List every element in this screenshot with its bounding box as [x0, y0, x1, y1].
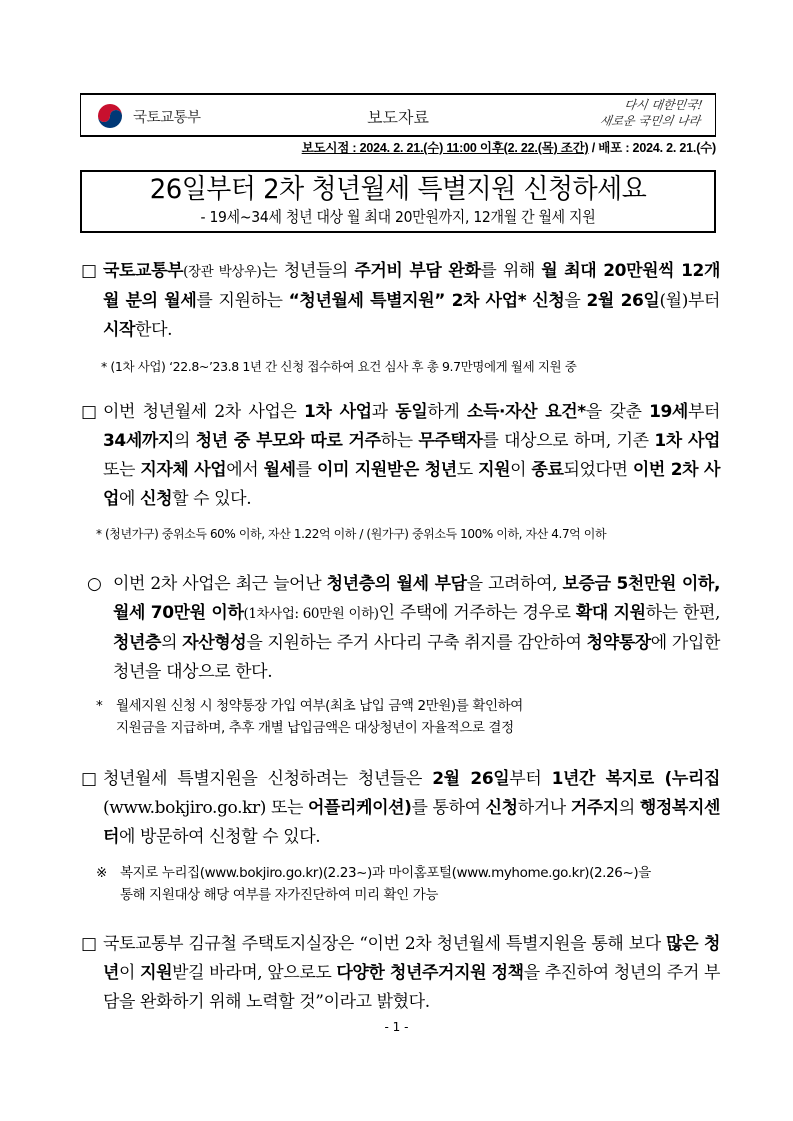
emphasized-text: 신청 [485, 798, 518, 818]
star-bullet-icon: * [96, 698, 103, 714]
section-4-paragraph [81, 765, 720, 852]
emphasized-text: 신청 [532, 291, 565, 311]
release-timing [302, 138, 716, 156]
section-3-footnote [96, 695, 523, 739]
emphasized-text: 월 최대 20만원씩 12개월 분의 월세 [103, 261, 720, 311]
reference-mark-icon: ※ [96, 865, 107, 881]
page-title: 26일부터 2차 청년월세 특별지원 신청하세요 [149, 174, 647, 205]
body-text: 인 주택에 거주하는 경우로 [378, 603, 576, 623]
emphasized-text: 34세까지 [103, 431, 174, 451]
emphasized-text: 1년간 복지로 (누리집 [551, 769, 720, 789]
slogan [598, 97, 703, 129]
body-text: 에서 [226, 460, 264, 480]
emphasized-text: 지원 [140, 963, 173, 983]
square-bullet-icon: □ [81, 261, 97, 281]
body-text: 도 [456, 460, 479, 480]
body-text: 또는 [103, 460, 141, 480]
section-3-paragraph [87, 570, 721, 687]
emphasized-text: 행정복지센터 [103, 798, 720, 847]
body-text: 또는 [265, 798, 309, 818]
body-text: 하는 한편, [645, 603, 720, 623]
footnote-line-1: 월세지원 신청 시 청약통장 가입 여부(최초 납입 금액 2만원)를 확인하여 [116, 698, 523, 714]
slogan-line-1: 다시 대한민국! [622, 98, 704, 112]
body-text: 부터 [687, 402, 721, 422]
body-text: 를 지원하는 [196, 291, 289, 311]
ministry-name: 국토교통부 [133, 109, 201, 126]
body-text: 한다. [135, 320, 173, 340]
body-text: 에 가입한 청년을 대상으로 한다. [113, 633, 720, 682]
section-2-paragraph [81, 398, 721, 514]
body-text: 하는 [380, 431, 419, 451]
page-number: - 1 - [384, 1020, 409, 1034]
body-text: 이 [510, 460, 532, 480]
body-text: (월)부터 [659, 291, 720, 311]
emphasized-text: 청년층 [113, 633, 162, 653]
body-text: 을 고려하여, [466, 574, 563, 594]
emphasized-text: 많은 청년 [103, 934, 720, 983]
body-text: 이 [119, 963, 141, 983]
section-4-reference-note [96, 862, 651, 906]
body-text: 이번 2차 사업은 최근 늘어난 [113, 574, 327, 594]
emphasized-text: 소득·자산 요건* [467, 402, 586, 422]
body-text: 에 [119, 489, 141, 509]
body-text: (장관 박상우) [183, 264, 262, 280]
headline-box [80, 170, 716, 233]
body-text: 과 [371, 402, 396, 422]
emphasized-text: 1차 사업 [654, 431, 720, 451]
body-text: 을 갖춘 [585, 402, 650, 422]
emphasized-text: 주거비 부담 완화 [354, 261, 481, 281]
body-text: 할 수 있다. [172, 489, 252, 509]
note-line-2: 통해 지원대상 해당 여부를 자가진단하여 미리 확인 가능 [120, 887, 438, 903]
body-text: 를 [295, 460, 317, 480]
section-text [103, 934, 720, 1012]
emphasized-text: 자산형성 [182, 633, 247, 653]
emphasized-text: 2월 26일 [586, 291, 660, 311]
body-text: 을 지원하는 주거 사다리 구축 취지를 감안하여 [246, 633, 587, 653]
body-text: (1차사업: 60만원 이하) [243, 606, 379, 622]
slogan-line-2: 새로운 국민의 나라 [598, 114, 701, 128]
section-2-footnote: * (청년가구) 중위소득 60% 이하, 자산 1.22억 이하 / (원가구) 중위소득 100% 이하, 자산 4.7억 이하 [96, 527, 607, 541]
body-text: 국토교통부 김규철 주택토지실장은 “이번 2차 청년월세 특별지원을 통해 보다 [103, 934, 667, 954]
section-text [103, 769, 720, 847]
distribution-date: / 배포 : 2024. 2. 21.(수) [588, 141, 716, 155]
emphasized-text: 월세 [263, 460, 296, 480]
emphasized-text: 청년층의 월세 부담 [326, 574, 467, 594]
body-text: 의 [173, 431, 196, 451]
emphasized-text: 다양한 청년주거지원 정책 [336, 963, 524, 983]
embargo-time: 보도시점 : 2024. 2. 21.(수) 11:00 이후(2. 22.(목) 조간) [301, 141, 589, 155]
emphasized-text: 시작 [103, 320, 136, 340]
body-text: 이번 청년월세 2차 사업은 [103, 402, 305, 422]
body-text: 하게 [427, 402, 467, 422]
note-line-1: 복지로 누리집(www.bokjiro.go.kr)(2.23~)과 마이홈포털(www.myhome.go.kr)(2.26~)을 [120, 865, 651, 881]
circle-bullet-icon: ○ [87, 574, 102, 594]
emphasized-text: “청년월세 특별지원” 2차 사업* [288, 291, 527, 311]
body-text: 를 통하여 [411, 798, 486, 818]
press-release-header [80, 93, 716, 137]
emphasized-text: 19세 [649, 402, 688, 422]
section-text [103, 402, 720, 509]
square-bullet-icon: □ [81, 934, 97, 954]
body-text: 를 위해 [480, 261, 542, 281]
emphasized-text: 국토교통부 [103, 261, 184, 281]
emphasized-text: 종료 [531, 460, 564, 480]
emphasized-text: 이미 지원받은 청년 [316, 460, 457, 480]
emphasized-text: 청약통장 [586, 633, 651, 653]
emphasized-text: 지자체 사업 [140, 460, 227, 480]
body-text: 를 대상으로 하며, 기존 [482, 431, 655, 451]
body-text: 부터 [509, 769, 552, 789]
section-5-paragraph [81, 930, 721, 1017]
square-bullet-icon: □ [81, 402, 97, 422]
emphasized-text: 보증금 5천만원 이하, 월세 70만원 이하 [113, 574, 721, 623]
square-bullet-icon: □ [81, 769, 97, 789]
emphasized-text: 어플리케이션) [308, 798, 412, 818]
body-text: 되었다면 [563, 460, 633, 480]
emphasized-text: 확대 지원 [575, 603, 646, 623]
body-text: 는 청년들의 [261, 261, 355, 281]
emphasized-text: 이번 2차 사업 [103, 460, 720, 509]
emphasized-text: 무주택자 [418, 431, 483, 451]
emphasized-text: 청년 중 부모와 따로 거주 [195, 431, 381, 451]
emphasized-text: 1차 사업 [304, 402, 372, 422]
body-text: 의 [161, 633, 183, 653]
page-subtitle: - 19세~34세 청년 대상 월 최대 20만원까지, 12개월 간 월세 지원 [200, 208, 596, 226]
body-text: 에 방문하여 신청할 수 있다. [119, 827, 321, 847]
body-text: 을 추진하여 청년의 주거 부담을 완화하기 위해 노력할 것”이라고 밝혔다. [103, 963, 721, 1012]
emphasized-text: 거주지 [570, 798, 619, 818]
body-text: 의 [618, 798, 640, 818]
footnote-line-2: 지원금을 지급하며, 추후 개별 납입금액은 대상청년이 자율적으로 결정 [116, 720, 514, 736]
doc-type-label: 보도자료 [367, 108, 429, 127]
emphasized-text: 2월 26일 [432, 769, 510, 789]
section-1-footnote: * (1차 사업) ‘22.8~’23.8 1년 간 신청 접수하여 요건 심사 후 총 9.7만명에게 월세 지원 중 [101, 359, 577, 374]
section-text [103, 261, 720, 340]
section-1-paragraph [81, 257, 720, 345]
body-text: (www.bokjiro.go.kr) [103, 798, 266, 818]
emphasized-text: 동일 [395, 402, 428, 422]
emphasized-text: 지원 [478, 460, 511, 480]
section-text [113, 574, 720, 682]
emphasized-text: 신청 [140, 489, 173, 509]
body-text: 하거나 [517, 798, 571, 818]
body-text: 청년월세 특별지원을 신청하려는 청년들은 [103, 769, 433, 789]
body-text: 받길 바라며, 앞으로도 [172, 963, 337, 983]
body-text: 을 [564, 291, 587, 311]
